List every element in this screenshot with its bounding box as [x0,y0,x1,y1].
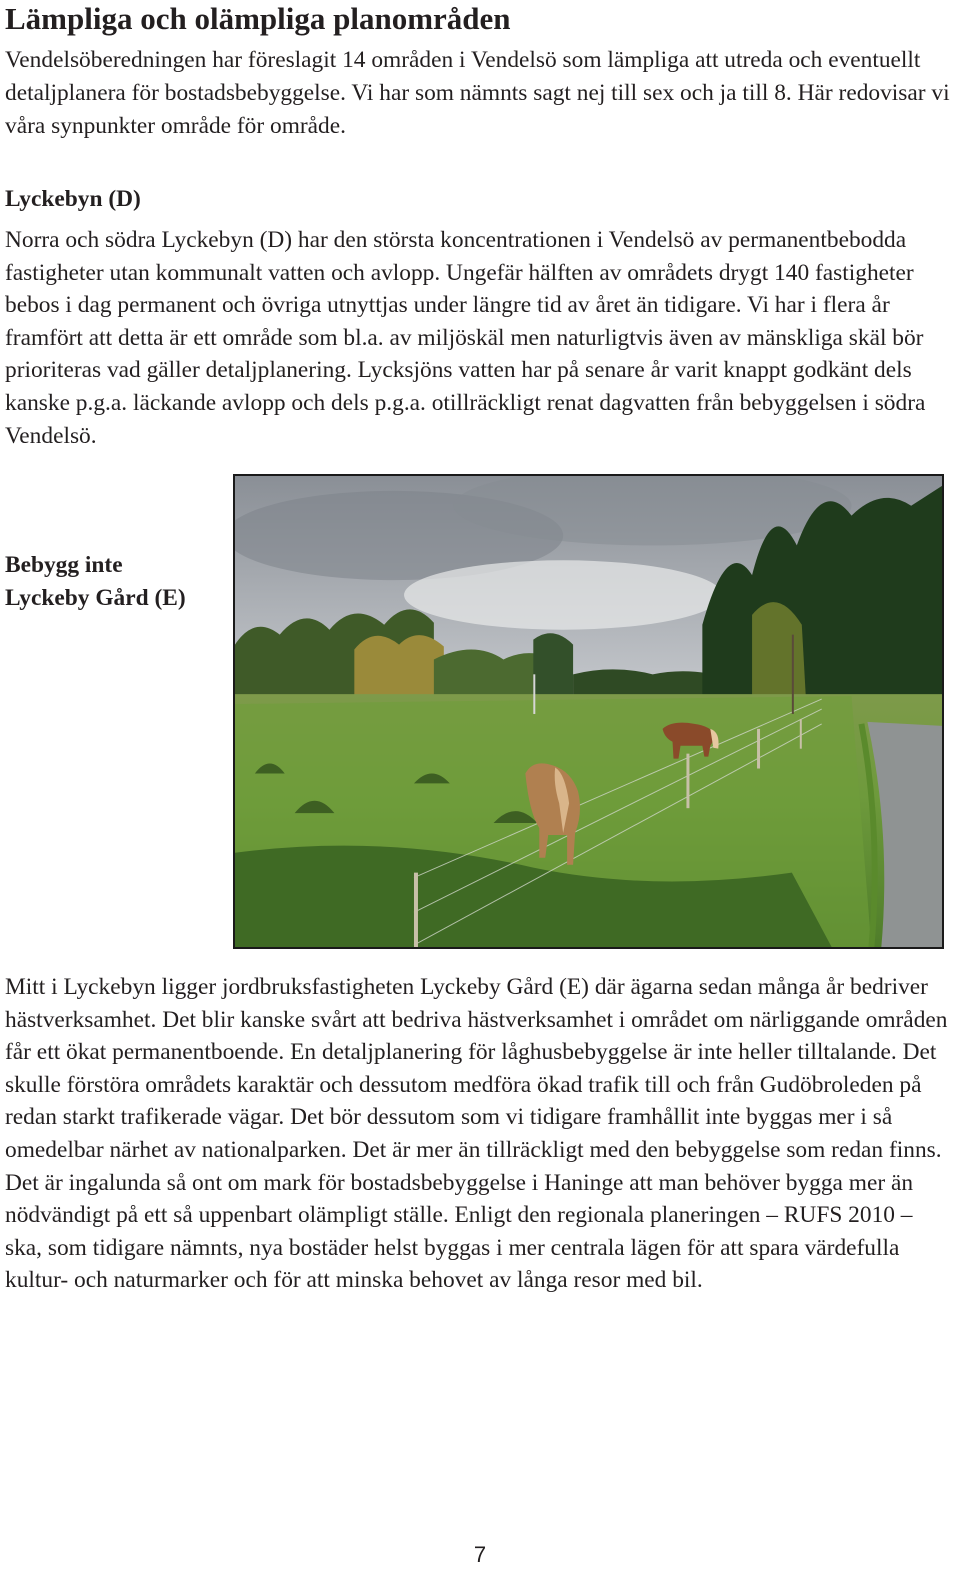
page-title: Lämpliga och olämpliga planområden [5,1,511,36]
horses-pasture-photo [233,474,944,949]
lyckebyn-paragraph: Norra och södra Lyckebyn (D) har den största koncentrationen i Vendelsö av permanentbebodda fastigheter utan kommunalt vatten och avlopp. Ungefär hälften av områdets drygt 140 fastigheter bebos i dag permanent och övriga utnyttjas under längre tid av året än tidigare. Vi har i flera år framfört att detta är ett område som bl.a. av miljöskäl men naturligtvis även av mänskliga skäl bör prioriteras vad gäller detaljplanering. Lycksjöns vatten har på senare år varit knappt godkänt dels kanske p.g.a. läckande avlopp och dels p.g.a. otillräckligt renat dagvatten från bebyggelsen i södra Vendelsö. [5,227,926,449]
intro-paragraph: Vendelsöberedningen har föreslagit 14 områden i Vendelsö som lämpliga att utreda och eventuellt detaljplanera för bostadsbebyggelse. Vi har som nämnts sagt nej till sex och ja till 8. Här redovisar vi våra synpunkter område för område. [5,47,950,139]
page-number: 7 [473,1542,487,1567]
section-heading-lyckeby-gard: Lyckeby Gård (E) [5,585,186,611]
pasture-scene-image [235,476,942,947]
lyckeby-gard-paragraph: Mitt i Lyckebyn ligger jordbruksfastigheten Lyckeby Gård (E) där ägarna sedan många år bedriver hästverksamhet. Det blir kanske svårt att bedriva hästverksamhet i området om närliggande områden får ett ökat permanentboende. En detaljplanering för låghusbebyggelse är inte heller tilltalande. Det skulle förstöra områdets karaktär och dessutom medföra ökad trafik till och från Gudöbroleden på redan starkt trafikerade vägar. Det bör dessutom som vi tidigare framhållit inte byggas mer i så omedelbar närhet av nationalparken. Det är mer än tillräckligt med den bebyggelse som redan finns. Det är ingalunda så ont om mark för bostadsbebyggelse i Haninge att man behöver bygga mer än nödvändigt på ett så uppenbart olämpligt ställe. Enligt den regionala planeringen – RUFS 2010 – ska, som tidigare nämnts, nya bostäder helst byggas i mer centrala lägen för att spara värdefulla kultur- och naturmarker och för att minska behovet av långa resor med bil. [5,974,948,1294]
section-heading-lyckebyn: Lyckebyn (D) [5,186,141,212]
section-heading-bebygg-inte: Bebygg inte [5,552,123,578]
